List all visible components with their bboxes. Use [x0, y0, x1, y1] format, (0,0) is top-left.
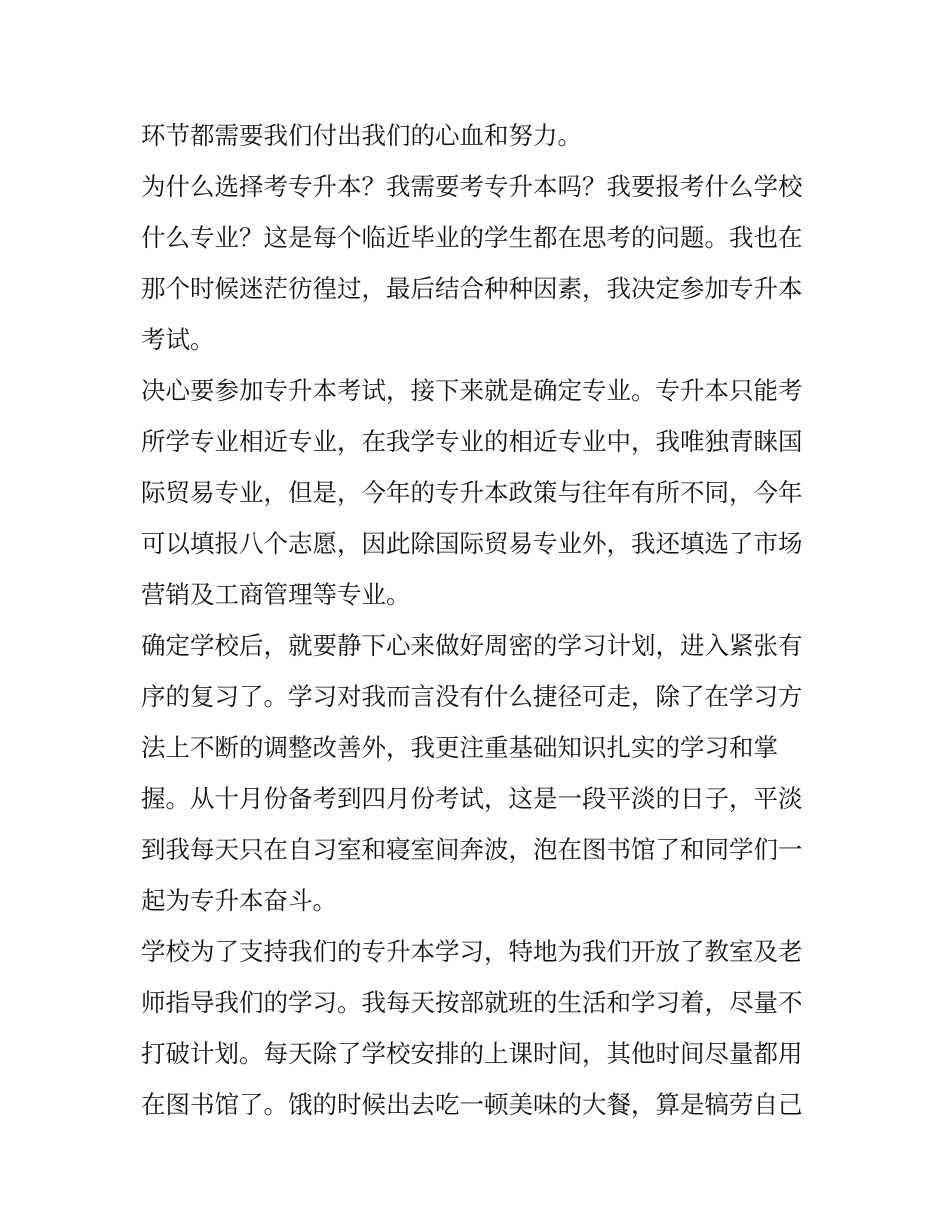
text-line: 起为专升本奋斗。: [141, 886, 337, 915]
text-line: 为什么选择考专升本？我需要考专升本吗？我要报考什么学校: [141, 172, 803, 201]
text-line: 可以填报八个志愿，因此除国际贸易专业外，我还填选了市场: [141, 529, 803, 558]
text-line: 打破计划。每天除了学校安排的上课时间，其他时间尽量都用: [141, 1039, 803, 1068]
text-line: 际贸易专业，但是，今年的专升本政策与往年有所不同，今年: [141, 478, 803, 507]
text-line: 法上不断的调整改善外，我更注重基础知识扎实的学习和掌: [141, 733, 778, 762]
text-line: 环节都需要我们付出我们的心血和努力。: [141, 121, 582, 150]
text-line: 握。从十月份备考到四月份考试，这是一段平淡的日子，平淡: [141, 784, 803, 813]
text-line: 决心要参加专升本考试，接下来就是确定专业。专升本只能考: [141, 376, 803, 405]
text-line: 学校为了支持我们的专升本学习，特地为我们开放了教室及老: [141, 937, 803, 966]
text-line: 在图书馆了。饿的时候出去吃一顿美味的大餐，算是犒劳自己: [141, 1090, 803, 1119]
text-line: 师指导我们的学习。我每天按部就班的生活和学习着，尽量不: [141, 988, 803, 1017]
text-line: 到我每天只在自习室和寝室间奔波，泡在图书馆了和同学们一: [141, 835, 803, 864]
text-line: 那个时候迷茫彷徨过，最后结合种种因素，我决定参加专升本: [141, 274, 803, 303]
text-line: 确定学校后，就要静下心来做好周密的学习计划，进入紧张有: [141, 631, 803, 660]
text-line: 所学专业相近专业，在我学专业的相近专业中，我唯独青睐国: [141, 427, 803, 456]
text-line: 什么专业？这是每个临近毕业的学生都在思考的问题。我也在: [141, 223, 803, 252]
text-line: 考试。: [141, 325, 215, 354]
text-line: 序的复习了。学习对我而言没有什么捷径可走，除了在学习方: [141, 682, 803, 711]
text-line: 营销及工商管理等专业。: [141, 580, 411, 609]
body-text: [141, 110, 821, 1130]
